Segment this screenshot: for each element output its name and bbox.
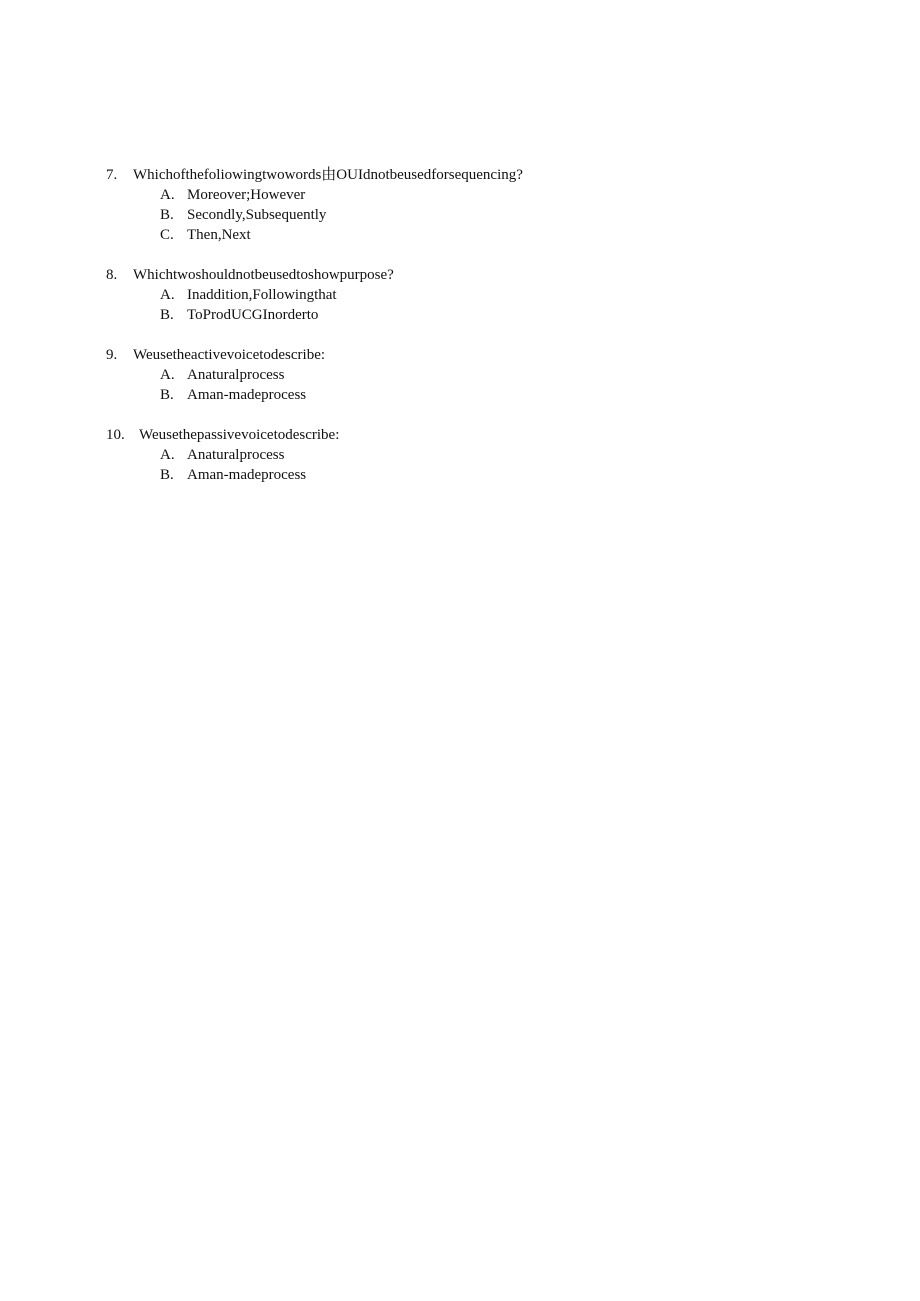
option-b [160, 205, 866, 225]
option-text: Aman-madeprocess [187, 467, 307, 483]
question-text: Whichofthefoliowingtwowords由OUIdnotbeusedforsequencing? [133, 167, 523, 183]
option-text: Aman-madeprocess [187, 387, 307, 403]
question-text: Whichtwoshouldnotbeusedtoshowpurpose? [133, 267, 394, 283]
question-9 [106, 345, 866, 405]
option-c [160, 225, 866, 245]
option-a [160, 365, 866, 385]
question-number: 7. [106, 167, 118, 183]
option-letter: C. [160, 227, 174, 243]
option-text: Secondly,Subsequently [187, 207, 327, 223]
question-text: Weusethepassivevoicetodescribe: [139, 427, 340, 443]
question-stem [106, 265, 866, 285]
option-letter: B. [160, 387, 174, 403]
option-letter: B. [160, 467, 174, 483]
option-b [160, 465, 866, 485]
option-letter: A. [160, 187, 175, 203]
option-a [160, 285, 866, 305]
question-list [106, 165, 866, 505]
option-letter: A. [160, 447, 175, 463]
question-number: 9. [106, 347, 118, 363]
option-letter: A. [160, 287, 175, 303]
question-text: Weusetheactivevoicetodescribe: [133, 347, 326, 363]
option-letter: B. [160, 207, 174, 223]
question-stem [106, 345, 866, 365]
question-10 [106, 425, 866, 485]
option-text: Anaturalprocess [187, 447, 285, 463]
option-text: Inaddition,Followingthat [187, 287, 337, 303]
option-list [160, 285, 866, 325]
question-number: 10. [106, 427, 125, 443]
option-text: ToProdUCGInorderto [187, 307, 319, 323]
question-number: 8. [106, 267, 118, 283]
option-text: Moreover;However [187, 187, 306, 203]
question-7 [106, 165, 866, 245]
option-letter: A. [160, 367, 175, 383]
option-list [160, 365, 866, 405]
option-b [160, 305, 866, 325]
option-b [160, 385, 866, 405]
question-stem [106, 425, 866, 445]
question-8 [106, 265, 866, 325]
question-stem [106, 165, 866, 185]
option-a [160, 445, 866, 465]
option-letter: B. [160, 307, 174, 323]
option-list [160, 185, 866, 245]
option-text: Then,Next [187, 227, 251, 243]
option-a [160, 185, 866, 205]
option-list [160, 445, 866, 485]
option-text: Anaturalprocess [187, 367, 285, 383]
